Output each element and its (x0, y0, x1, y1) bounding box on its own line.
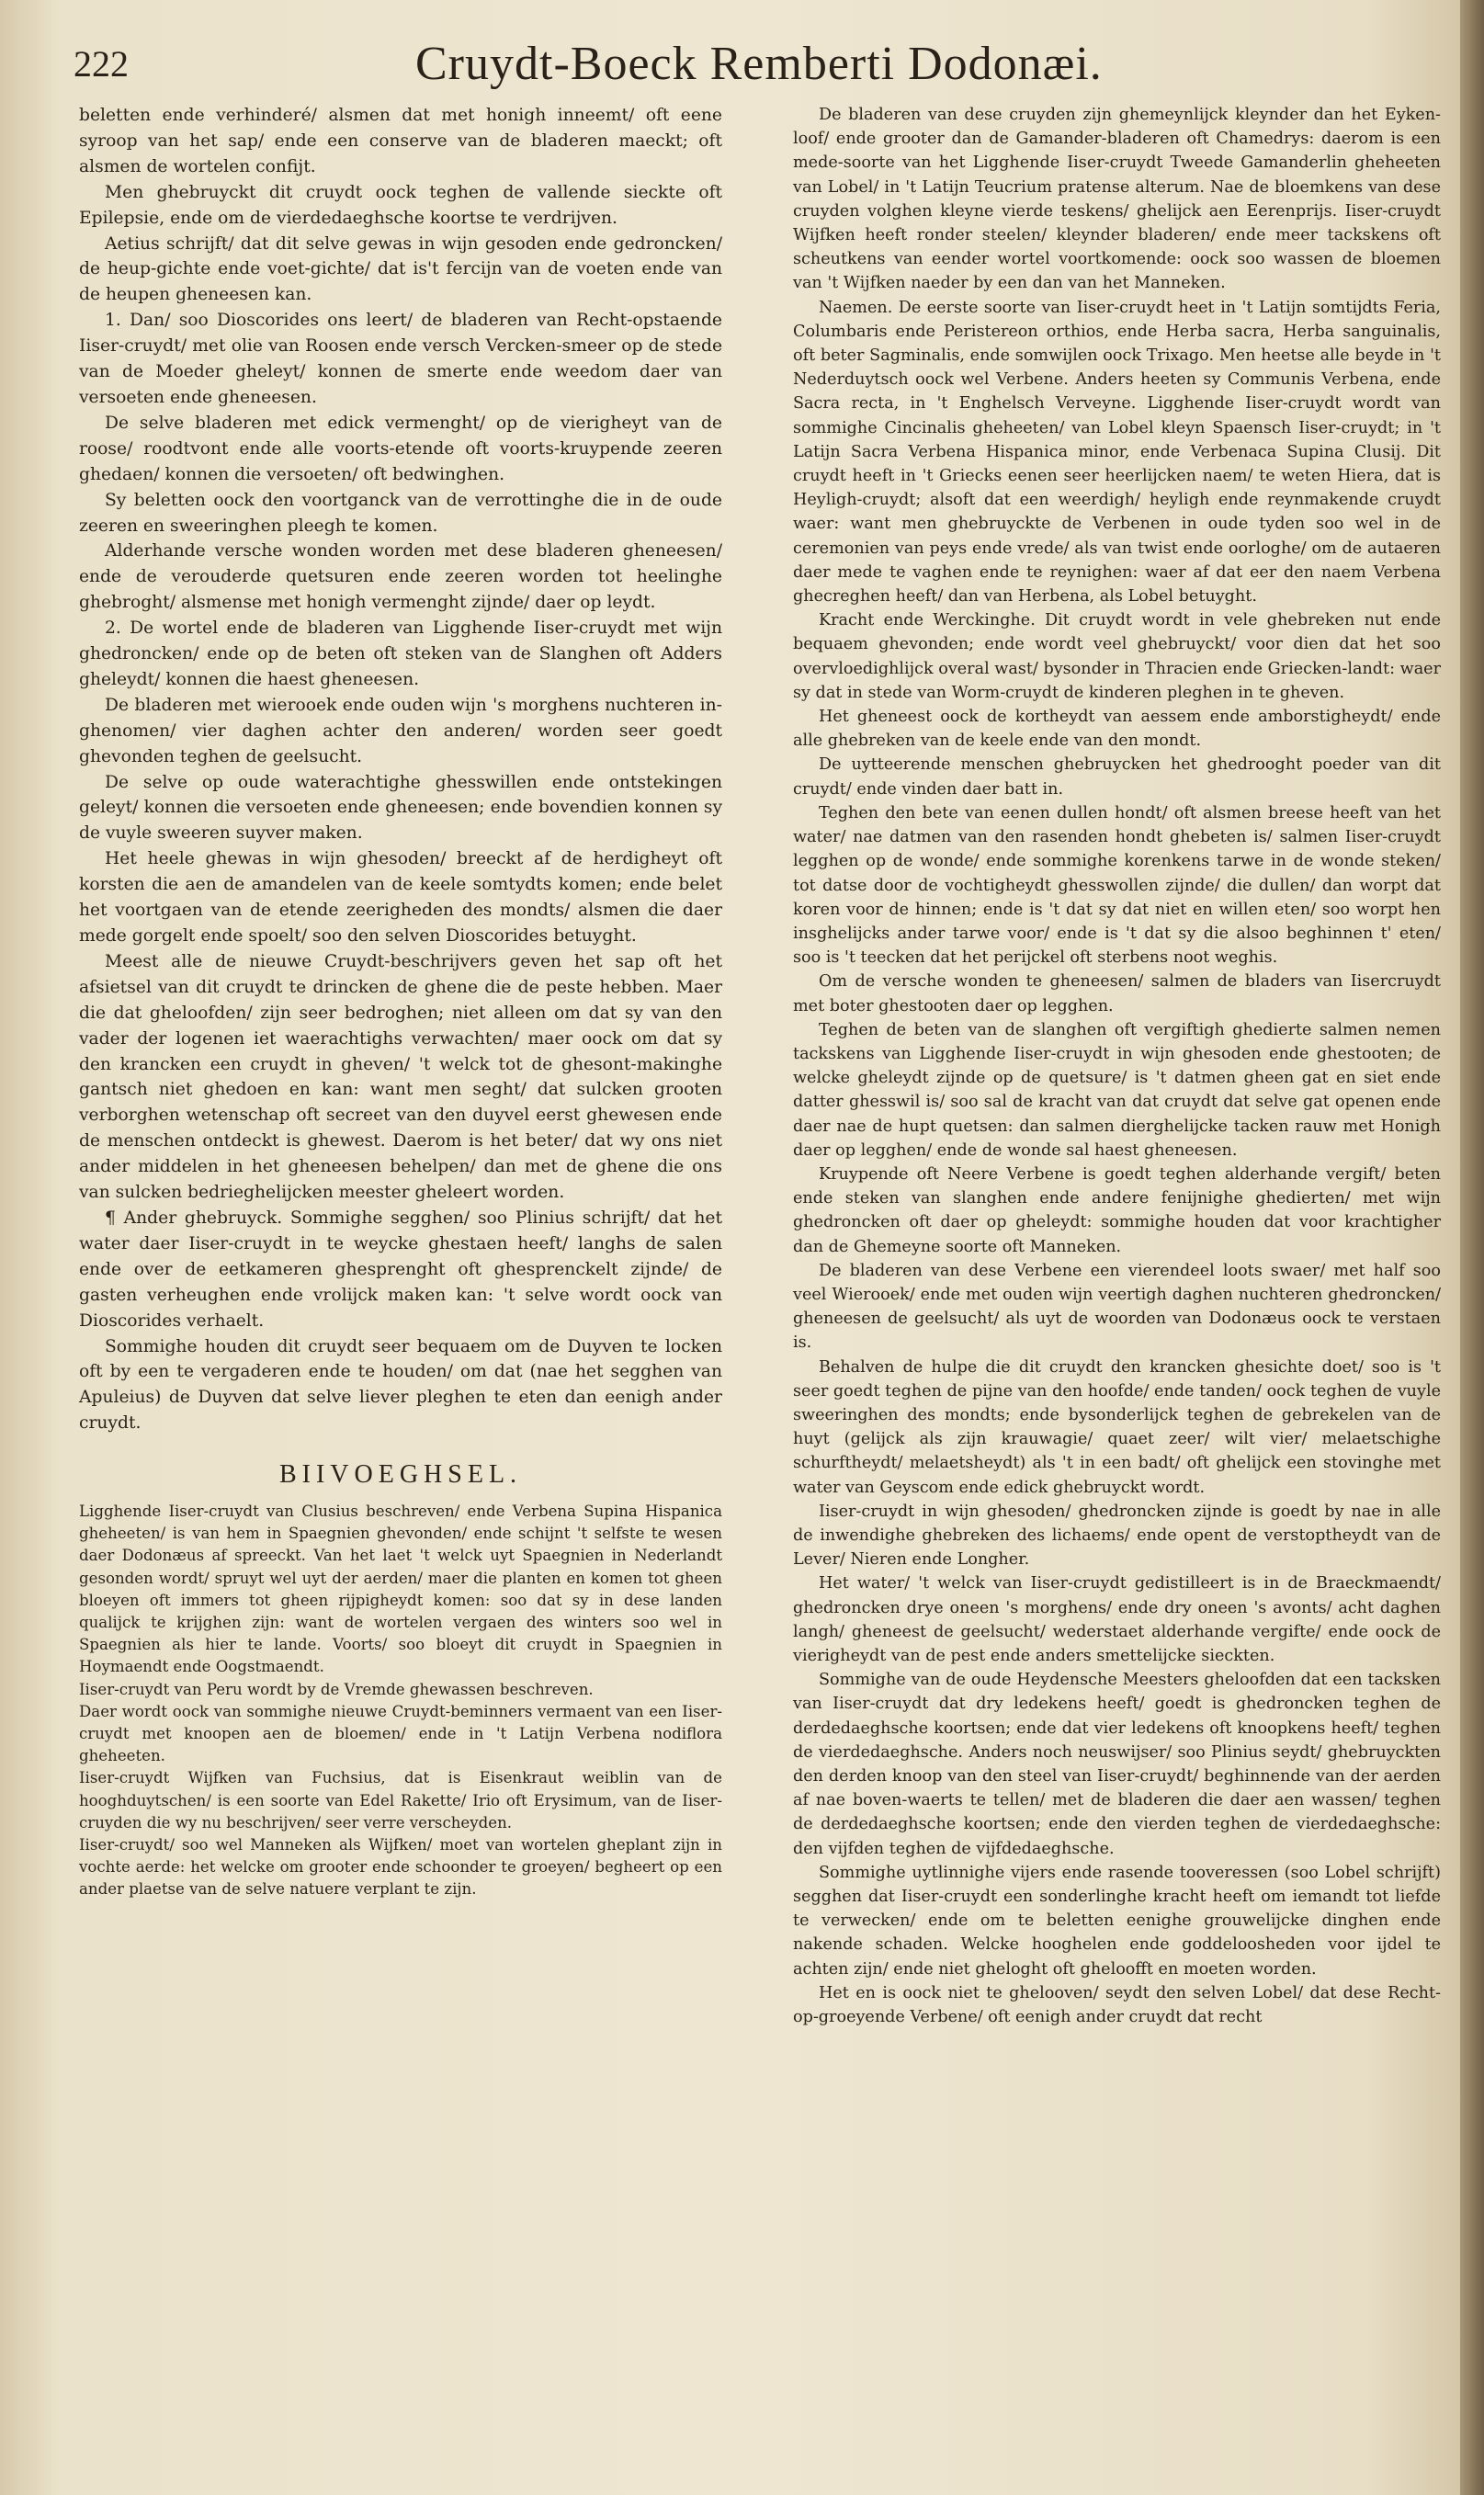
paragraph: Het water/ 't welck van Iiser-cruydt gedistilleert is in de Braeckmaendt/ ghedroncken drye oneen 's morghens/ ende dry oneen 's avonts/ acht daghen langh/ gheneest de geelsucht/ wederstaet alderhande vergifte/ ende oock de vierigheydt van de pest ende anders smettelijcke sieckten. (793, 1574, 1441, 1665)
addendum-paragraph: Iiser-cruydt Wijfken van Fuchsius, dat is Eisenkraut weiblin van de hooghduytschen/ is een soorte van Edel Rakette/ Irio oft Erysimum, van de Iiser-cruyden die wy nu beschrijven/ seer verre verscheyden. (79, 1769, 722, 1832)
paragraph: De selve bladeren met edick vermenght/ op de vierigheyt van de roose/ roodtvont ende alle voorts-etende oft voorts-kruypende zeeren ghedaen/ konnen die versoeten/ oft bedwinghen. (79, 413, 722, 484)
paragraph: Om de versche wonden te gheneesen/ salmen de bladers van Iisercruydt met boter ghestooten daer op legghen. (793, 972, 1441, 1015)
paragraph: Men ghebruyckt dit cruydt oock teghen de vallende sieckte oft Epilepsie, ende om de vierdedaeghsche koortse te verdrijven. (79, 182, 722, 228)
paragraph: Kracht ende Werckinghe. Dit cruydt wordt in vele ghebreken nut ende bequaem ghevonden; ende wordt veel ghebruyckt/ voor dien dat het soo overvloedighlijck overal wast/ bysonder in Thracien ende Griecken-landt: waer sy dat in stede van Worm-cruydt de kinderen pleghen in te gheven. (793, 611, 1442, 702)
running-title: Cruydt-Boeck Remberti Dodonæi. (415, 38, 1103, 90)
paragraph: Naemen. De eerste soorte van Iiser-cruydt heet in 't Latijn somtijdts Feria, Columbaris ende Peristereon orthios, ende Herba sacra, Herba sanguinalis, oft beter Sagminalis, ende somwijlen oock Trixago. Men heetse alle beyde in 't Nederduytsch oock wel Verbene. Anders heeten sy Communis Verbena, ende Sacra recta, in 't Enghelsch Verveyne. Ligghende Iiser-cruydt wordt van sommighe Cincinalis gheheeten/ van Lobel kleyn Spaensch Iiser-cruydt; in 't Latijn Sacra Verbena Hispanica minor, ende Verbenaca Supina Clusij. Dit cruydt heeft in 't Griecks eenen seer heerlijcken naem/ te weten Hiera, dat is Heyligh-cruydt; alsoft dat een weerdigh/ heyligh ende reynmakende cruydt waer: want men ghebruyckte de Verbenen in oude tyden soo wel in de ceremonien van peys ende vrede/ als van twist ende oorloghe/ om de autaeren daer mede te vaghen ende te reynighen: waer af dat eer den naem Verbena ghecreghen heeft/ dan van Herbena, als Lobel betuyght. (793, 298, 1441, 607)
paragraph: Iiser-cruydt in wijn ghesoden/ ghedroncken zijnde is goedt by nae in alle de inwendighe ghebreken des lichaems/ ende opent de verstoptheydt van de Lever/ Nieren ende Longher. (793, 1502, 1441, 1570)
paragraph: De bladeren met wierooek ende ouden wijn 's morghens nuchteren in-ghenomen/ vier daghen achter den anderen/ worden seer goedt ghevonden teghen de geelsucht. (79, 695, 722, 766)
paragraph: Aetius schrijft/ dat dit selve gewas in wijn gesoden ende gedroncken/ de heup-gichte ende voet-gichte/ dat is't fercijn van de voeten ende van de heupen gheneesen kan. (79, 233, 722, 305)
page-header (66, 35, 1408, 107)
addendum-paragraph: Iiser-cruydt van Peru wordt by de Vremde ghewassen beschreven. (79, 1680, 594, 1698)
paragraph: Het heele ghewas in wijn ghesoden/ breeckt af de herdigheyt oft korsten die aen de amandelen van de keele somtydts komen; ende belet het voortgaen van de etende zeerigheden des mondts/ alsmen die daer mede gorgelt ende spoelt/ soo den selven Dioscorides betuyght. (79, 849, 722, 946)
paragraph: ¶ Ander ghebruyck. Sommighe segghen/ soo Plinius schrijft/ dat het water daer Iiser-cruydt in te weycke ghestaen heeft/ langhs de salen ende over de eetkameren ghesprenght oft ghesprenckelt zijnde/ de gasten verheughen ende vrolijck maken kan: 't selve wordt oock van Dioscorides verhaelt. (79, 1208, 722, 1331)
right-column (793, 103, 1441, 2029)
paragraph: Teghen den bete van eenen dullen hondt/ oft alsmen breese heeft van het water/ nae datmen van den rasenden hondt ghebeten is/ salmen Iiser-cruydt legghen op de wonde/ ende sommighe korenkens tarwe in de wonde steken/ tot datse door de vochtigheydt ghesswollen zijnde/ die dullen/ dan worpt dat koren voor de hinnen; ende is 't dat sy dat niet en willen eten/ soo worpt hen insghelijcks ander tarwe voor/ ende is 't dat sy die alsoo beghinnen t' eten/ soo is 't teecken dat het perijckel oft sterbens noot weghis. (793, 803, 1441, 968)
paragraph: Sy beletten oock den voortganck van de verrottinghe die in de oude zeeren en sweeringhen pleegh te komen. (79, 490, 722, 536)
paragraph: Sommighe houden dit cruydt seer bequaem om de Duyven te locken oft by een te vergaderen ende te houden/ om dat (nae het segghen van Apuleius) de Duyven dat selve liever pleghen te eten dan eenigh ander cruydt. (79, 1336, 722, 1434)
paragraph: Teghen de beten van de slanghen oft vergiftigh ghedierte salmen nemen tackskens van Ligghende Iiser-cruydt in wijn ghesoden ende ghestooten; de welcke gheleydt zijnde op de quetsure/ is 't datmen gheen gat en siet ende datter ghesswil is/ soo sal de kracht van dat cruydt dat selve gat openen ende daer nae de hupt quetsen: dan salmen dierghelijcke tacken rauw met Honigh daer op legghen/ ende de wonde sal haest gheneesen. (793, 1020, 1441, 1160)
paragraph: De uytteerende menschen ghebruycken het ghedrooght poeder van dit cruydt/ ende vinden daer batt in. (793, 755, 1441, 799)
paragraph: 2. De wortel ende de bladeren van Ligghende Iiser-cruydt met wijn ghedroncken/ ende op de beten oft steken van de Slanghen oft Adders gheleydt/ konnen die haest gheneesen. (79, 618, 722, 689)
paragraph: Meest alle de nieuwe Cruydt-beschrijvers geven het sap oft het afsietsel van dit cruydt te drincken de ghene die de peste hebben. Maer die dat gheloofden/ zijn seer bedroghen; niet alleen om dat sy van den vader der logenen iet waerachtighs verwachten/ maer oock om dat sy den krancken een cruydt in gheven/ 't welck tot de ghesont-makinghe gantsch niet ghedoen en kan: want men seght/ dat sulcken grooten verborghen wetenschap oft secreet van den duyvel eerst ghewesen ende de menschen ontdeckt is ghewest. Daerom is het beter/ dat wy ons niet ander middelen in het gheneesen behelpen/ dan met de ghene die ons van sulcken bedrieghelijcken meester gheleert worden. (79, 951, 722, 1203)
paragraph: De bladeren van dese cruyden zijn ghemeynlijck kleynder dan het Eyken-loof/ ende grooter dan de Gamander-bladeren oft Chamedrys: daerom is een mede-soorte van het Ligghende Iiser-cruydt Tweede Gamanderlin gheheeten van Lobel/ in 't Latijn Teucrium pratense alterum. Nae de bloemkens van dese cruyden volghen kleyne vierde teskens/ ghelijck aen Eerenprijs. Iiser-cruydt Wijfken heeft ronder steelen/ kleynder bladeren/ ende meer tackskens oft scheutkens van eender wortel voortkomende: oock soo wassen de bloemen van 't Wijfken naeder by een dan van het Manneken. (793, 106, 1441, 293)
paragraph: Sommighe van de oude Heydensche Meesters gheloofden dat een tacksken van Iiser-cruydt dat dry ledekens heeft/ goedt is ghedroncken teghen de derdedaeghsche koortsen; ende dat vier ledekens oft knoopkens heeft/ teghen de vierdedaeghsche. Anders noch neuswijser/ soo Plinius seydt/ ghebruyckten den derden knoop van den steel van Iiser-cruydt/ beghinnende van der aerden af nae boven-waerts te tellen/ met de bladeren die daer aen wassen/ teghen de derdedaeghsche koortsen; ende den vierden teghen de vierdedaeghsche: den vijfden teghen de vijfdedaeghsche. (793, 1671, 1441, 1858)
left-column (79, 103, 722, 1901)
paragraph: Kruypende oft Neere Verbene is goedt teghen alderhande vergift/ beten ende steken van slanghen ende andere fenijnighe ghedierten/ met wijn ghedroncken oft daer op gheleydt: sommighe houden dat voor krachtigher dan de Ghemeyne soorte oft Manneken. (793, 1164, 1441, 1256)
addendum (79, 1501, 722, 1901)
paragraph: Behalven de hulpe die dit cruydt den krancken ghesichte doet/ soo is 't seer goedt teghen de pijne van den hoofde/ ende tanden/ oock teghen de vuyle sweeringhen des mondts; ende bysonderlijck teghen de gebrekelen van de huyt (gelijck als zijn krauwagie/ quaet zeer/ wilt vier/ melaetschighe schurftheydt/ melaetsheydt) als 't in een badt/ oft ghelijck een stovinghe met water van Geyscom ende edick ghebruyckt wordt. (793, 1357, 1441, 1497)
paragraph: Sommighe uytlinnighe vijers ende rasende tooveressen (soo Lobel schrijft) segghen dat Iiser-cruydt een sonderlinghe kracht heeft om iemandt tot liefde te verwecken/ ende om te beletten eenighe grouwelijcke dinghen ende nakende schaden. Welcke hooghelen ende goddeloosheden voor ijdel te achten zijn/ ende niet gheloght oft gheloofft en moeten worden. (793, 1863, 1441, 1979)
paragraph: 1. Dan/ soo Dioscorides ons leert/ de bladeren van Recht-opstaende Iiser-cruydt/ met olie van Roosen ende versch Vercken-smeer op de stede van de Moeder gheleyt/ konnen de smerte ende weedom daer van versoeten ende gheneesen. (79, 311, 722, 407)
addendum-paragraph: Ligghende Iiser-cruydt van Clusius beschreven/ ende Verbena Supina Hispanica gheheeten/ is van hem in Spaegnien ghevonden/ ende schijnt 't selfste te wesen daer Dodonæus af spreeckt. Van het laet 't welck uyt Spaegnien in Nederlandt gesonden wordt/ spruyt wel uyt der aerden/ maer die planten en komen tot gheen bloeyen oft immers tot gheen rijpigheydt komen: soo dat sy in dese landen qualijck te krijghen zijn: want de wortelen vergaen des winters soo wel in Spaegnien als hier te lande. Voorts/ soo bloeyt dit cruydt in Spaegnien in Hoymaendt ende Oogstmaendt. (79, 1503, 722, 1676)
addendum-paragraph: Daer wordt oock van sommighe nieuwe Cruydt-beminners vermaent van een Iiser-cruydt met knoopen aen de bloemen/ ende in 't Latijn Verbena nodiflora gheheeten. (79, 1702, 722, 1765)
section-title: BIIVOEGHSEL. (278, 1460, 523, 1490)
paragraph: Alderhande versche wonden worden met dese bladeren gheneesen/ ende de verouderde quetsuren ende zeeren worden tot heelinghe ghebroght/ alsmense met honigh vermenght zijnde/ daer op leydt. (79, 541, 722, 613)
page-number: 222 (74, 43, 129, 85)
paragraph: beletten ende verhinderé/ alsmen dat met honigh inneemt/ oft eene syroop van het sap/ ende een conserve van de bladeren maeckt; oft alsmen de wortelen confijt. (79, 106, 722, 176)
book-spine-shadow (1460, 0, 1484, 2495)
paragraph: De bladeren van dese Verbene een vierendeel loots swaer/ met half soo veel Wierooek/ ende met ouden wijn veertigh daghen nuchteren ghedroncken/ gheneesen de geelsucht/ als uyt de woorden van Dodonæus oock te verstaen is. (793, 1261, 1441, 1353)
paragraph: Het en is oock niet te ghelooven/ seydt den selven Lobel/ dat dese Recht-op-groeyende Verbene/ oft eenigh ander cruydt dat recht (793, 1983, 1441, 2027)
addendum-paragraph: Iiser-cruydt/ soo wel Manneken als Wijfken/ moet van wortelen gheplant zijn in vochte aerde: het welcke om grooter ende schoonder te groeyen/ begheert op een ander plaetse van de selve natuere verplant te zijn. (79, 1836, 722, 1899)
paragraph: De selve op oude waterachtighe ghesswillen ende ontstekingen geleyt/ konnen die versoeten ende gheneesen; ende bovendien konnen sy de vuyle sweeren suyver maken. (79, 772, 722, 844)
paragraph: Het gheneest oock de kortheydt van aessem ende amborstigheydt/ ende alle ghebreken van de keele ende van den mondt. (793, 708, 1441, 751)
